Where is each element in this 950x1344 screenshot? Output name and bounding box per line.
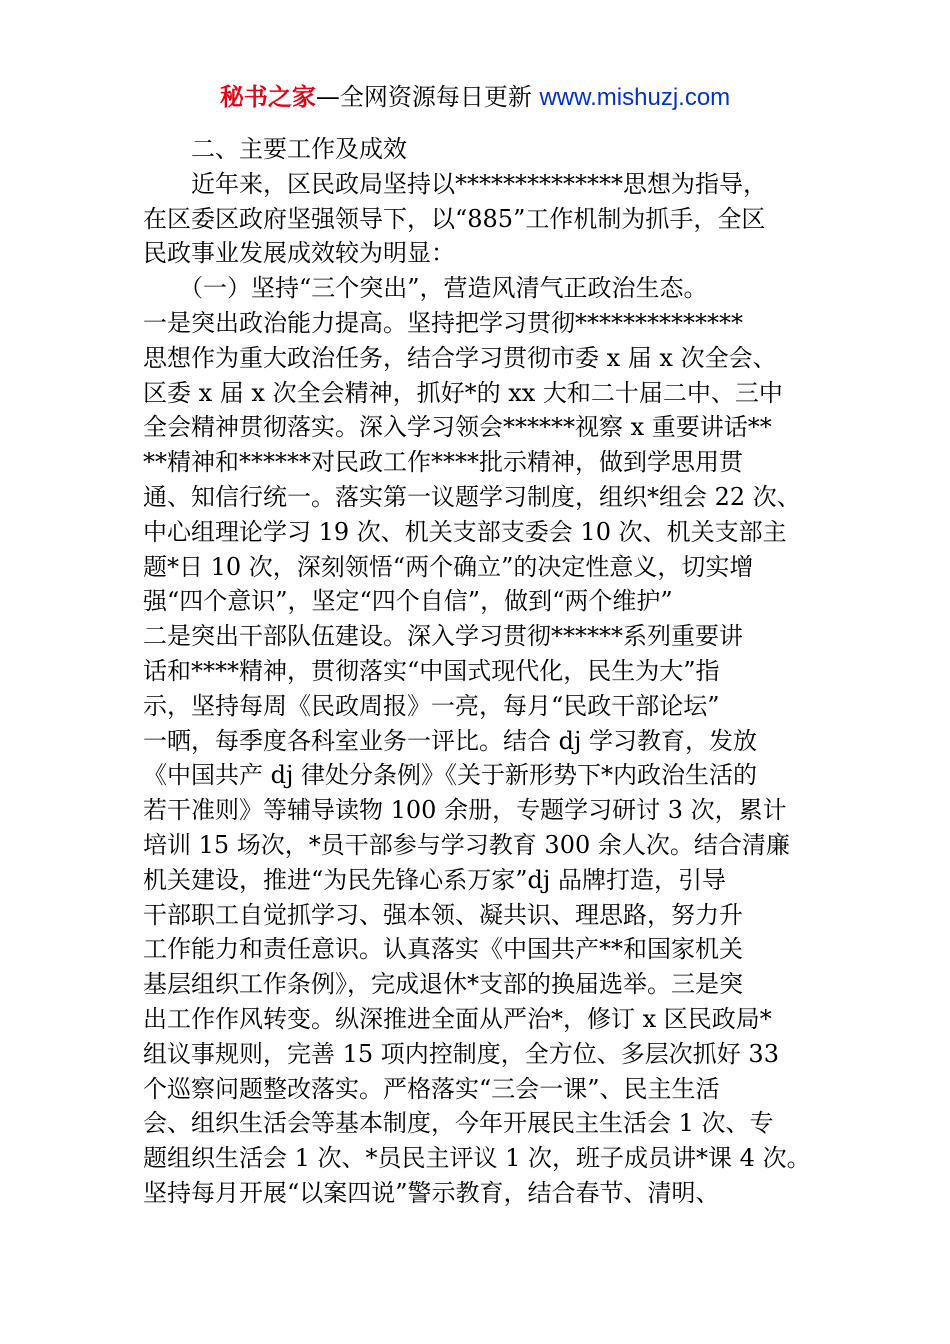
text-line: 会、组织生活会等基本制度，今年开展民主生活会 1 次、专 xyxy=(143,1109,774,1138)
text-line: 民政事业发展成效较为明显： xyxy=(143,239,455,268)
text-line: 工作能力和责任意识。认真落实《中国共产**和国家机关 xyxy=(143,935,743,964)
text-line: 个巡察问题整改落实。严格落实“三会一课”、民主生活 xyxy=(143,1074,720,1103)
text-line: 基层组织工作条例》，完成退休*支部的换届选举。三是突 xyxy=(143,970,743,999)
text-line: 培训 15 场次，*员干部参与学习教育 300 余人次。结合清廉 xyxy=(143,830,790,859)
text-line: 通、知信行统一。落实第一议题学习制度，组织*组会 22 次、 xyxy=(143,482,801,511)
text-line: **精神和******对民政工作****批示精神，做到学思用贯 xyxy=(143,448,743,477)
text-line: 强“四个意识”，坚定“四个自信”，做到“两个维护” xyxy=(143,587,673,616)
text-line: 坚持每月开展“以案四说”警示教育，结合春节、清明、 xyxy=(143,1178,720,1207)
text-line: 示，坚持每周《民政周报》一亮，每月“民政干部论坛” xyxy=(143,691,720,720)
text-line: 二、主要工作及成效 xyxy=(143,135,407,163)
text-line: 《中国共产 dj 律处分条例》《关于新形势下*内政治生活的 xyxy=(143,761,758,790)
site-url-link[interactable]: www.mishuzj.com xyxy=(539,84,731,111)
text-line: 一晒，每季度各科室业务一评比。结合 dj 学习教育，发放 xyxy=(143,726,758,755)
text-line: 二是突出干部队伍建设。深入学习贯彻******系列重要讲 xyxy=(143,622,743,651)
text-line: 机关建设，推进“为民先锋心系万家”dj 品牌打造，引导 xyxy=(143,865,726,894)
text-line: 出工作作风转变。纵深推进全面从严治*，修订 x 区民政局* xyxy=(143,1004,772,1033)
text-line: 全会精神贯彻落实。深入学习领会******视察 x 重要讲话** xyxy=(143,413,772,442)
header-tagline: —全网资源每日更新 xyxy=(315,83,532,111)
text-line: 区委 x 届 x 次全会精神，抓好*的 xx 大和二十届二中、三中 xyxy=(143,378,783,407)
site-header xyxy=(0,80,950,115)
text-line: 在区委区政府坚强领导下，以“885”工作机制为抓手，全区 xyxy=(143,204,766,233)
text-line: （一）坚持“三个突出”，营造风清气正政治生态。 xyxy=(143,274,708,303)
text-line: 中心组理论学习 19 次、机关支部支委会 10 次、机关支部主 xyxy=(143,517,787,546)
text-line: 思想作为重大政治任务，结合学习贯彻市委 x 届 x 次全会、 xyxy=(143,343,777,372)
text-line: 题*日 10 次，深刻领悟“两个确立”的决定性意义，切实增 xyxy=(143,552,754,581)
document-body xyxy=(143,132,813,1211)
text-line: 一是突出政治能力提高。坚持把学习贯彻************** xyxy=(143,308,743,337)
text-line: 若干准则》等辅导读物 100 余册，专题学习研讨 3 次，累计 xyxy=(143,796,787,825)
text-line: 干部职工自觉抓学习、强本领、凝共识、理思路，努力升 xyxy=(143,900,743,929)
text-line: 话和****精神，贯彻落实“中国式现代化，民生为大”指 xyxy=(143,656,720,685)
text-line: 题组织生活会 1 次、*员民主评议 1 次，班子成员讲*课 4 次。 xyxy=(143,1144,811,1173)
text-line: 近年来，区民政局坚持以**************思想为指导， xyxy=(143,169,767,198)
brand-name[interactable]: 秘书之家 xyxy=(219,83,316,111)
text-line: 组议事规则，完善 15 项内控制度，全方位、多层次抓好 33 xyxy=(143,1039,779,1068)
